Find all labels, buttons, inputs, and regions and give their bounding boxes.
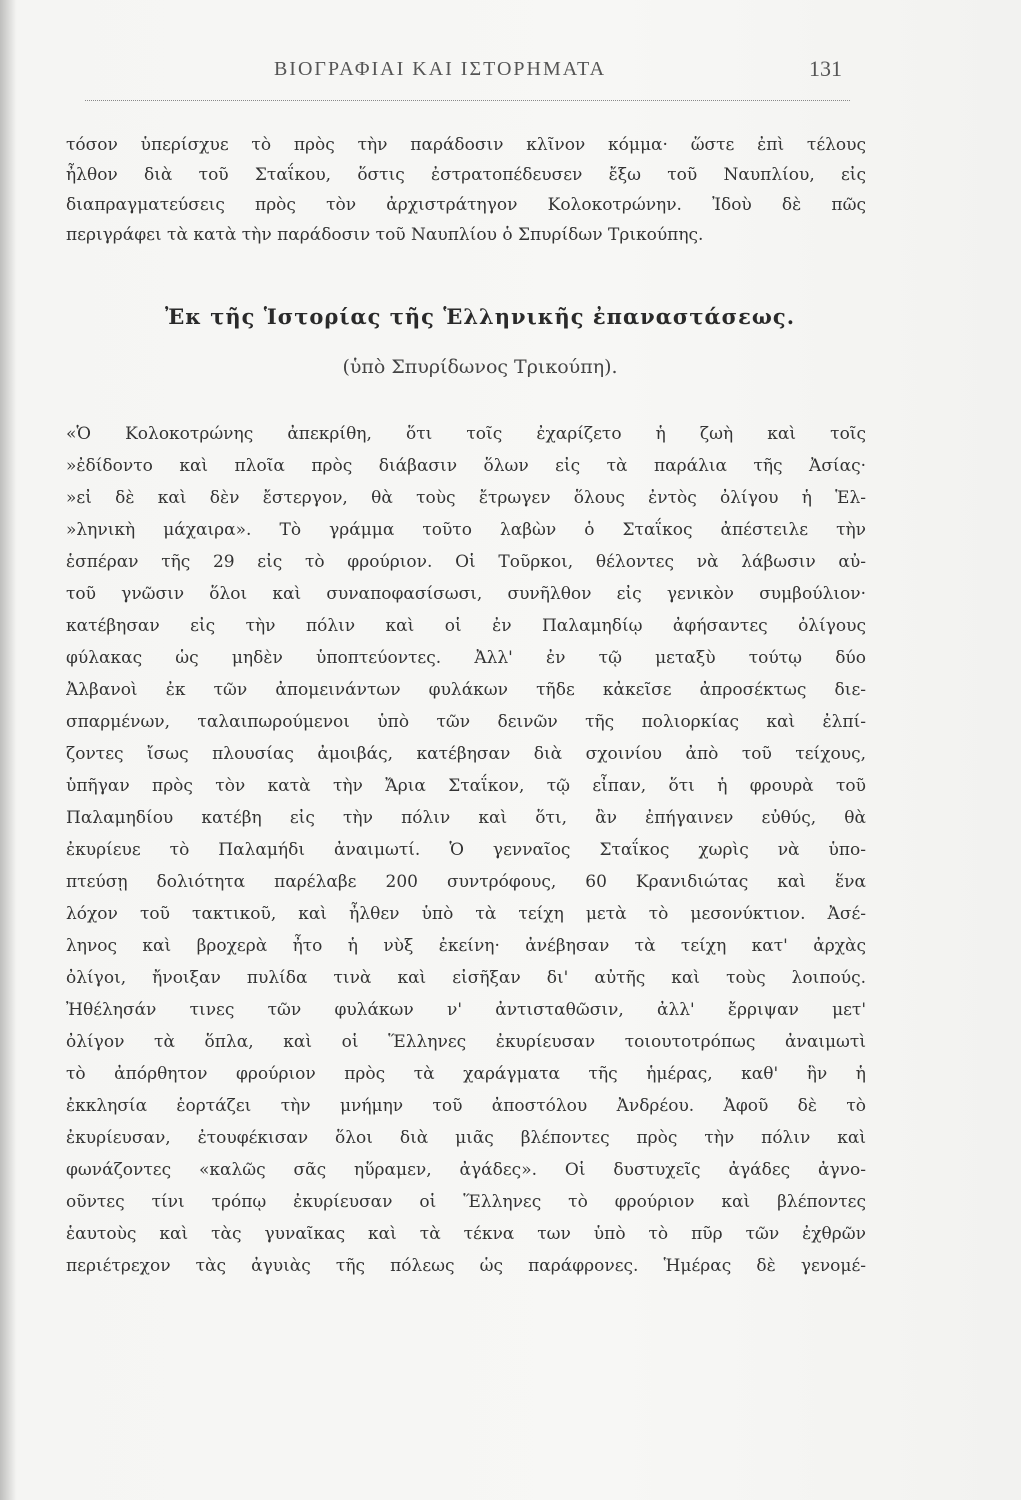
text-line: »εἰ δὲ καὶ δὲν ἔστεργον, θὰ τοὺς ἔτρωγεν ὅλους ἐντὸς ὀλίγου ἡ Ἑλ-: [66, 488, 866, 508]
text-line: φύλακας ὡς μηδὲν ὑποπτεύοντες. Ἀλλ' ἐν τῷ μεταξὺ τούτῳ δύο: [66, 648, 866, 668]
text-line: ἐκκλησία ἑορτάζει τὴν μνήμην τοῦ ἀποστόλου Ἀνδρέου. Ἀφοῦ δὲ τὸ: [66, 1096, 866, 1116]
text-line: κατέβησαν εἰς τὴν πόλιν καὶ οἱ ἐν Παλαμηδίῳ ἀφήσαντες ὀλίγους: [66, 616, 866, 636]
page-number: 131: [809, 56, 842, 81]
text-line: ὑπῆγαν πρὸς τὸν κατὰ τὴν Ἄρια Σταΐκον, τῷ εἶπαν, ὅτι ἡ φρουρὰ τοῦ: [66, 776, 866, 796]
running-head-title: ΒΙΟΓΡΑΦΙΑΙ ΚΑΙ ΙΣΤΟΡΗΜΑΤΑ: [273, 58, 607, 80]
text-line: περιγράφει τὰ κατὰ τὴν παράδοσιν τοῦ Ναυπλίου ὁ Σπυρίδων Τρικούπης.: [66, 225, 704, 245]
text-line: Ἀλβανοὶ ἐκ τῶν ἀπομεινάντων φυλάκων τῆδε κἀκεῖσε ἀπροσέκτως διε-: [66, 680, 866, 700]
text-line: »ἐδίδοντο καὶ πλοῖα πρὸς διάβασιν ὅλων εἰς τὰ παράλια τῆς Ἀσίας·: [66, 456, 866, 476]
intro-paragraph: [66, 130, 866, 250]
binding-gutter-shadow: [0, 0, 16, 1500]
text-line: ἐκυρίευσαν, ἐτουφέκισαν ὅλοι διὰ μιᾶς βλέποντες πρὸς τὴν πόλιν καὶ: [66, 1128, 866, 1148]
section-title: Ἐκ τῆς Ἱστορίας τῆς Ἑλληνικῆς ἐπαναστάσεως.: [164, 304, 796, 329]
text-line: τόσον ὑπερίσχυε τὸ πρὸς τὴν παράδοσιν κλῖνον κόμμα· ὥστε ἐπὶ τέλους: [66, 135, 866, 155]
text-line: πτεύσῃ δολιότητα παρέλαβε 200 συντρόφους, 60 Κρανιδιώτας καὶ ἕνα: [66, 872, 866, 892]
body-paragraph: [66, 418, 866, 1282]
text-line: τοῦ γνῶσιν ὅλοι καὶ συναποφασίσωσι, συνῆλθον εἰς γενικὸν συμβούλιον·: [66, 584, 866, 604]
text-line: ἐκυρίευε τὸ Παλαμήδι ἀναιμωτί. Ὁ γενναῖος Σταΐκος χωρὶς νὰ ὑπο-: [66, 840, 866, 860]
text-line: ἑσπέραν τῆς 29 εἰς τὸ φρούριον. Οἱ Τοῦρκοι, θέλοντες νὰ λάβωσιν αὐ-: [66, 552, 866, 572]
text-line: διαπραγματεύσεις πρὸς τὸν ἀρχιστράτηγον Κολοκοτρώνην. Ἰδοὺ δὲ πῶς: [66, 195, 866, 215]
text-line: σπαρμένων, ταλαιπωρούμενοι ὑπὸ τῶν δεινῶν τῆς πολιορκίας καὶ ἐλπί-: [66, 712, 866, 732]
text-line: Ἠθέλησάν τινες τῶν φυλάκων ν' ἀντισταθῶσιν, ἀλλ' ἔρριψαν μετ': [66, 1000, 866, 1020]
text-line: λόχον τοῦ τακτικοῦ, καὶ ἦλθεν ὑπὸ τὰ τείχη μετὰ τὸ μεσονύκτιον. Ἀσέ-: [66, 904, 866, 924]
text-line: ἑαυτοὺς καὶ τὰς γυναῖκας καὶ τὰ τέκνα των ὑπὸ τὸ πῦρ τῶν ἐχθρῶν: [66, 1224, 866, 1244]
text-line: τὸ ἀπόρθητον φρούριον πρὸς τὰ χαράγματα τῆς ἡμέρας, καθ' ἣν ἡ: [66, 1064, 866, 1084]
text-line: φωνάζοντες «καλῶς σᾶς ηὕραμεν, ἀγάδες». Οἱ δυστυχεῖς ἀγάδες ἀγνο-: [66, 1160, 866, 1180]
text-line: ἦλθον διὰ τοῦ Σταΐκου, ὅστις ἐστρατοπέδευσεν ἔξω τοῦ Ναυπλίου, εἰς: [66, 165, 866, 185]
text-line: «Ὁ Κολοκοτρώνης ἀπεκρίθη, ὅτι τοῖς ἐχαρίζετο ἡ ζωὴ καὶ τοῖς: [66, 424, 866, 444]
header-rule: [85, 100, 850, 101]
text-line: ληνος καὶ βροχερὰ ἦτο ἡ νὺξ ἐκείνη· ἀνέβησαν τὰ τείχη κατ' ἀρχὰς: [66, 936, 866, 956]
text-line: ζοντες ἴσως πλουσίας ἀμοιβάς, κατέβησαν διὰ σχοινίου ἀπὸ τοῦ τείχους,: [66, 744, 866, 764]
text-line: ὀλίγον τὰ ὅπλα, καὶ οἱ Ἕλληνες ἐκυρίευσαν τοιουτοτρόπως ἀναιμωτὶ: [66, 1032, 866, 1052]
text-line: περιέτρεχον τὰς ἀγυιὰς τῆς πόλεως ὡς παράφρονες. Ἡμέρας δὲ γενομέ-: [66, 1256, 866, 1276]
text-line: ὀλίγοι, ἤνοιξαν πυλίδα τινὰ καὶ εἰσῆξαν δι' αὐτῆς καὶ τοὺς λοιπούς.: [66, 968, 866, 988]
text-line: Παλαμηδίου κατέβη εἰς τὴν πόλιν καὶ ὅτι, ἂν ἐπήγαινεν εὐθύς, θὰ: [66, 808, 866, 828]
text-line: »ληνικὴ μάχαιρα». Τὸ γράμμα τοῦτο λαβὼν ὁ Σταΐκος ἀπέστειλε τὴν: [66, 520, 866, 540]
section-subtitle: (ὑπὸ Σπυρίδωνος Τρικούπη).: [342, 356, 618, 378]
text-line: οῦντες τίνι τρόπῳ ἐκυρίευσαν οἱ Ἕλληνες τὸ φρούριον καὶ βλέποντες: [66, 1192, 866, 1212]
